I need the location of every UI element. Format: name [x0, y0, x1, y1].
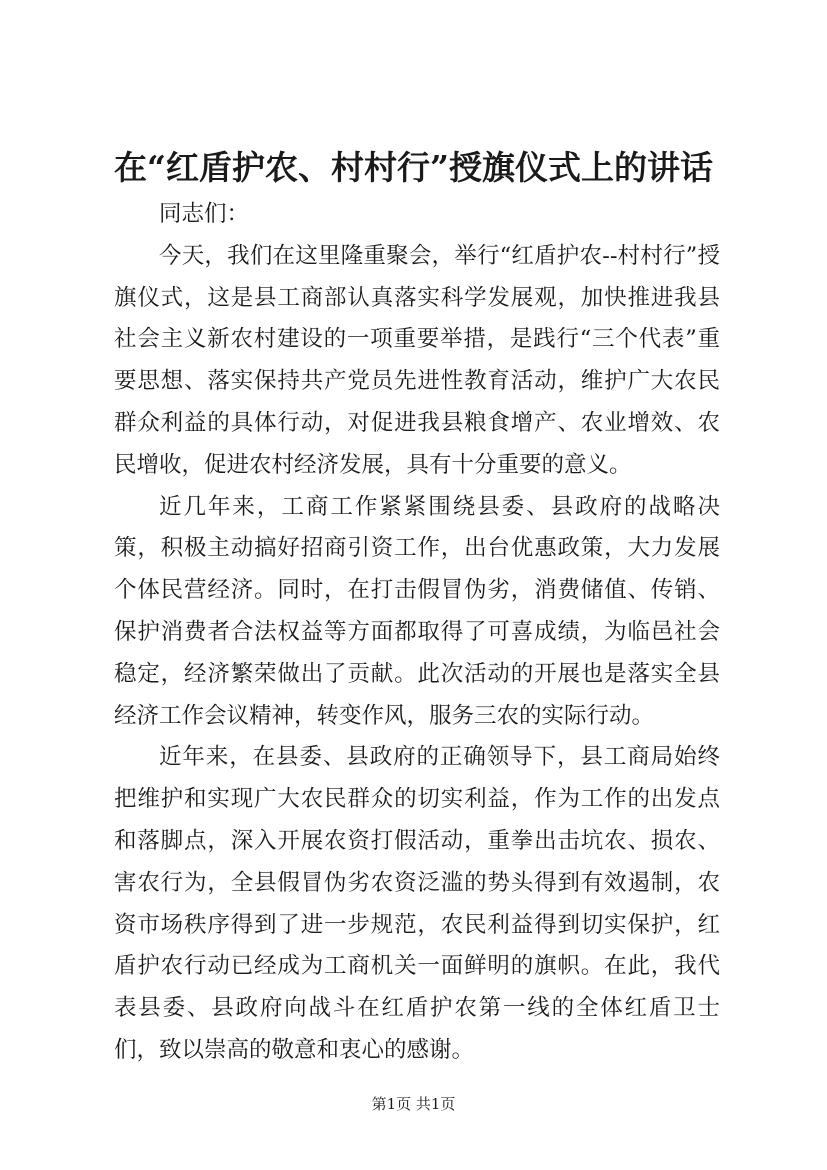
- paragraph-2: 近几年来，工商工作紧紧围绕县委、县政府的战略决策，积极主动搞好招商引资工作，出台优惠政策，大力发展个体民营经济。同时，在打击假冒伪劣，消费储值、传销、保护消费者合法权益等方面都取得了可喜成绩，为临邑社会稳定，经济繁荣做出了贡献。此次活动的开展也是落实全县经济工作会议精神，转变作风，服务三农的实际行动。: [114, 493, 720, 729]
- page-footer: 第1页 共1页: [371, 1095, 456, 1113]
- paragraph-1: 今天，我们在这里隆重聚会，举行“红盾护农--村村行”授旗仪式，这是县工商部认真落实科学发展观，加快推进我县社会主义新农村建设的一项重要举措，是践行“三个代表”重要思想、落实保持共产党员先进性教育活动，维护广大农民群众利益的具体行动，对促进我县粮食增产、农业增效、农民增收，促进农村经济发展，具有十分重要的意义。: [114, 242, 720, 478]
- document-title: 在“红盾护农、村村行”授旗仪式上的讲话: [114, 148, 713, 187]
- salutation: 同志们：: [159, 201, 250, 227]
- paragraph-3: 近年来，在县委、县政府的正确领导下，县工商局始终把维护和实现广大农民群众的切实利益，作为工作的出发点和落脚点，深入开展农资打假活动，重拳出击坑农、损农、害农行为，全县假冒伪劣农资泛滥的势头得到有效遏制，农资市场秩序得到了进一步规范，农民利益得到切实保护，红盾护农行动已经成为工商机关一面鲜明的旗帜。在此，我代表县委、县政府向战斗在红盾护农第一线的全体红盾卫士们，致以崇高的敬意和衷心的感谢。: [114, 744, 720, 1063]
- document-body: [114, 194, 720, 1072]
